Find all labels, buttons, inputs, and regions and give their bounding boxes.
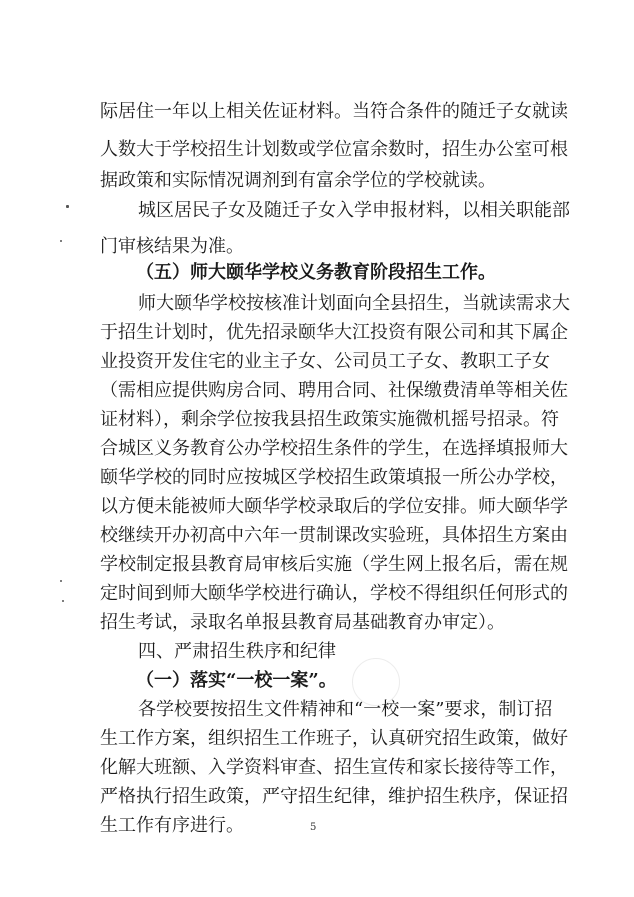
scan-speck — [66, 205, 69, 208]
text-line: 校继续开办初高中六年一贯制课改实验班，具体招生方案由 — [100, 525, 568, 546]
text-line: （需相应提供购房合同、聘用合同、社保缴费清单等相关佐 — [100, 380, 568, 401]
text-line: 业投资开发住宅的业主子女、公司员工子女、教职工子女 — [100, 351, 550, 372]
page-number: 5 — [310, 822, 317, 833]
scan-speck — [60, 240, 62, 242]
text-line: 学校制定报县教育局审核后实施（学生网上报名后，需在规 — [100, 554, 568, 575]
text-line: 以方便未能被师大颐华学校录取后的学位安排。师大颐华学 — [100, 496, 568, 517]
text-line: 合城区义务教育公办学校招生条件的学生，在选择填报师大 — [100, 438, 568, 459]
text-line: 化解大班额、入学资料审查、招生宣传和家长接待等工作， — [100, 757, 568, 778]
text-line: 师大颐华学校按核准计划面向全县招生，当就读需求大 — [138, 293, 570, 314]
text-line: 定时间到师大颐华学校进行确认，学校不得组织任何形式的 — [100, 583, 568, 604]
text-line: 门审核结果为准。 — [100, 236, 244, 257]
text-line: 城区居民子女及随迁子女入学申报材料，以相关职能部 — [138, 200, 570, 221]
text-line: 各学校要按招生文件精神和“一校一案”要求，制订招 — [138, 699, 553, 720]
text-line: 生工作方案，组织招生工作班子，认真研究招生政策，做好 — [100, 728, 568, 749]
scan-speck — [60, 580, 62, 582]
text-line: 证材料），剩余学位按我县招生政策实施微机摇号招录。符 — [100, 409, 559, 430]
text-line: 招生考试，录取名单报县教育局基础教育办审定）。 — [100, 612, 505, 633]
text-line: 生工作有序进行。 — [100, 815, 244, 836]
text-line: 严格执行招生政策，严守招生纪律，维护招生秩序，保证招 — [100, 786, 568, 807]
scan-speck — [62, 600, 64, 602]
text-line: 人数大于学校招生计划数或学位富余数时，招生办公室可根 — [100, 139, 568, 160]
text-line: 颐华学校的同时应按城区学校招生政策填报一所公办学校， — [100, 467, 568, 488]
text-line: 际居住一年以上相关佐证材料。当符合条件的随迁子女就读 — [100, 101, 568, 122]
section-heading: 四、严肃招生秩序和纪律 — [138, 641, 336, 662]
section-heading: （五）师大颐华学校义务教育阶段招生工作。 — [136, 262, 496, 283]
text-line: 于招生计划时，优先招录颐华大江投资有限公司和其下属企 — [100, 322, 568, 343]
text-line: 据政策和实际情况调剂到有富余学位的学校就读。 — [100, 170, 496, 191]
faint-stamp-mark — [352, 658, 400, 706]
subsection-heading: （一）落实“一校一案”。 — [136, 670, 337, 691]
